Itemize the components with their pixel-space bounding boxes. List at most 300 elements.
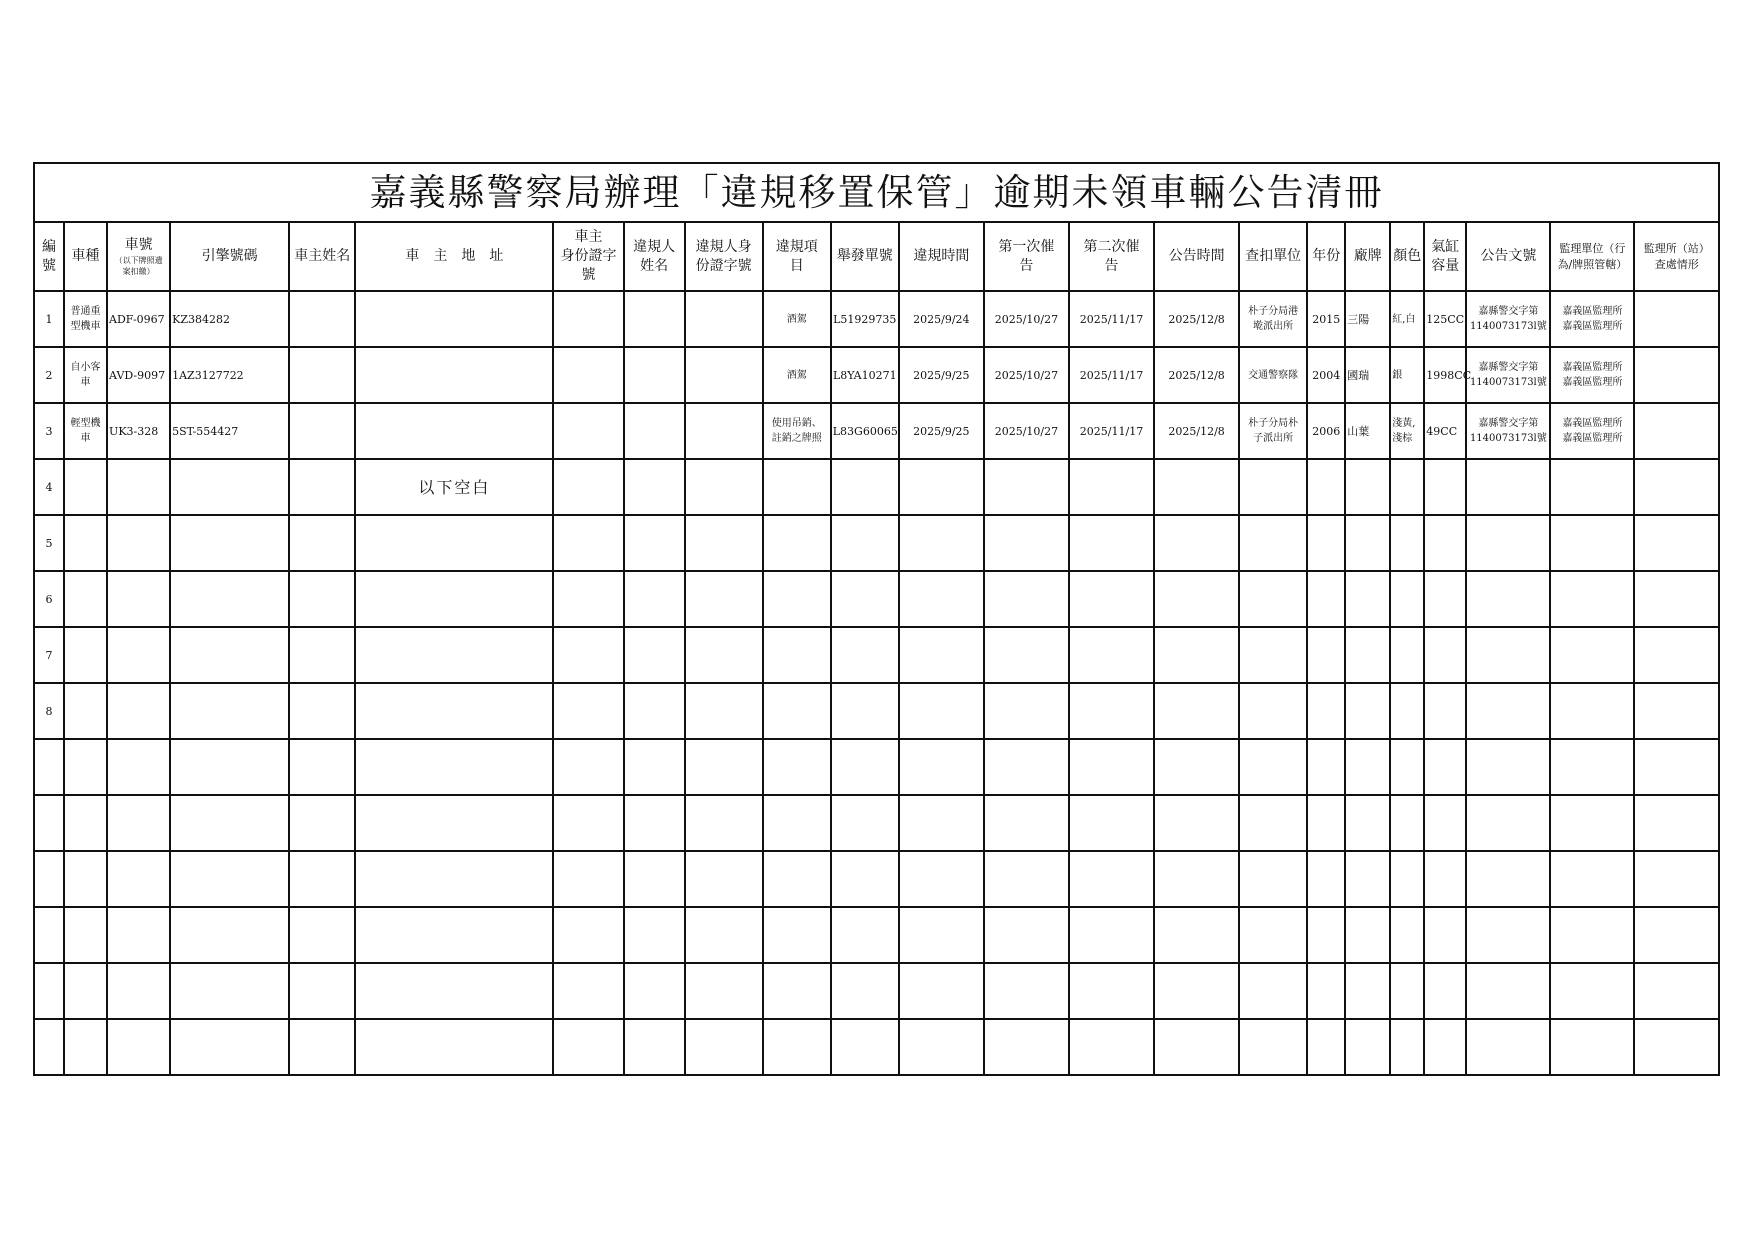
cell-violation-item [763,851,831,907]
cell-color [1390,907,1424,963]
cell-seizing-unit [1239,851,1307,907]
cell-plate [107,347,170,403]
cell-violation-item [763,515,831,571]
cell-violator-id [685,627,763,683]
cell-doc-no-text: 1140073173l號 [1469,433,1547,444]
cell-plate-text: UK3-328 [109,424,159,438]
cell-second-notice-text: 2025/11/17 [1079,368,1144,382]
cell-supervise-unit [1550,571,1634,627]
table-row-blank [34,571,1719,627]
col-violation-item [763,222,831,291]
cell-station [1634,403,1719,459]
cell-ticket-no [831,515,899,571]
cell-owner-name [289,515,355,571]
col-supervise-1: 監理單位（行 [1559,241,1626,255]
cell-violation-time [899,1019,984,1075]
cell-plate-text: AVD-9097 [109,368,166,382]
col-brand: 廠牌 [1345,222,1390,291]
cell-seizing-unit-text: 墘派出所 [1253,321,1294,332]
cell-color [1390,627,1424,683]
cell-doc-no-text: 嘉縣警交字第 [1478,418,1539,429]
cell-doc-no [1466,571,1550,627]
cell-doc-no [1466,515,1550,571]
cell-engine [170,347,289,403]
cell-violator-id [685,571,763,627]
cell-plate-text: ADF-0967 [109,312,165,326]
cell-owner-address [355,907,553,963]
cell-plate [107,515,170,571]
cell-engine [170,795,289,851]
cell-vehicle-type [64,515,107,571]
cell-cc-text: 125CC [1426,312,1465,326]
cell-owner-address [355,739,553,795]
cell-announce-time [1154,795,1239,851]
cell-violator-name [624,795,685,851]
cell-second-notice [1069,1019,1154,1075]
cell-engine [170,851,289,907]
col-cc [1424,222,1466,291]
cell-violation-item-text: 註銷之牌照 [771,433,822,444]
cell-supervise-unit-text: 嘉義區監理所 [1562,362,1623,373]
cell-year [1307,739,1345,795]
cell-plate [107,739,170,795]
cell-violation-time [899,963,984,1019]
cell-first-notice-text: 2025/10/27 [994,312,1059,326]
cell-violator-name [624,907,685,963]
cell-announce-time-text: 2025/12/8 [1168,368,1225,382]
cell-station [1634,515,1719,571]
cell-doc-no-text: 1140073173l號 [1469,377,1547,388]
cell-doc-no [1466,739,1550,795]
cell-second-notice [1069,963,1154,1019]
cell-first-notice [984,459,1069,515]
col-owner-name: 車主姓名 [289,222,355,291]
cell-no-text: 4 [45,480,53,494]
cell-owner-address [355,683,553,739]
cell-doc-no [1466,795,1550,851]
cell-owner-address [355,627,553,683]
cell-violator-id [685,459,763,515]
blank-note [355,459,553,515]
cell-vehicle-type [64,739,107,795]
cell-color-text: 淺黃, [1392,418,1416,429]
cell-color-text: 淺棕 [1392,433,1413,444]
cell-supervise-unit [1550,683,1634,739]
cell-brand-text: 國瑞 [1347,368,1370,382]
cell-cc [1424,347,1472,403]
cell-engine [170,515,289,571]
header-row [34,222,1719,291]
cell-supervise-unit [1550,739,1634,795]
cell-first-notice [984,851,1069,907]
cell-doc-no [1466,683,1550,739]
cell-owner-name [289,627,355,683]
cell-year [1307,291,1345,347]
cell-owner-name [289,291,355,347]
cell-owner-name [289,963,355,1019]
cell-violator-name [624,739,685,795]
cell-color [1390,1019,1424,1075]
cell-violation-item [763,403,831,459]
cell-color [1390,851,1424,907]
cell-cc [1424,571,1466,627]
cell-engine [170,739,289,795]
cell-second-notice [1069,571,1154,627]
cell-violator-id [685,347,763,403]
cell-year [1307,627,1345,683]
page-title: 嘉義縣警察局辦理「違規移置保管」逾期未領車輛公告清冊 [34,163,1719,222]
cell-station [1634,1019,1719,1075]
cell-cc-text: 1998CC [1426,368,1472,382]
cell-violator-name [624,347,685,403]
cell-ticket-no [831,963,899,1019]
cell-vehicle-type [64,795,107,851]
cell-owner-address [355,963,553,1019]
cell-engine [170,963,289,1019]
cell-owner-address [355,571,553,627]
cell-announce-time [1154,907,1239,963]
table-row-blank [34,627,1719,683]
cell-owner-name [289,851,355,907]
cell-year [1307,1019,1345,1075]
table-row [34,347,1719,403]
cell-supervise-unit-text: 嘉義區監理所 [1562,321,1623,332]
cell-owner-name [289,347,355,403]
cell-owner-id [553,291,623,347]
cell-supervise-unit [1550,347,1634,403]
col-violator-name-1: 違規人 [633,238,676,255]
cell-seizing-unit [1239,795,1307,851]
cell-first-notice [984,739,1069,795]
cell-second-notice [1069,459,1154,515]
cell-no [34,403,64,459]
cell-violator-id [685,515,763,571]
cell-supervise-unit [1550,851,1634,907]
col-station [1634,222,1719,291]
cell-seizing-unit [1239,403,1307,459]
cell-year [1307,963,1345,1019]
col-violator-name [624,222,685,291]
cell-no [34,347,64,403]
cell-color [1390,347,1424,403]
cell-owner-name [289,795,355,851]
cell-seizing-unit-text: 子派出所 [1253,433,1294,444]
cell-no [34,851,64,907]
cell-supervise-unit-text: 嘉義區監理所 [1562,306,1623,317]
cell-vehicle-type [64,907,107,963]
cell-brand [1345,515,1390,571]
cell-violator-name [624,515,685,571]
cell-owner-id [553,403,623,459]
col-cc-2: 容量 [1431,257,1460,274]
cell-violator-name [624,1019,685,1075]
table-row-blank [34,795,1719,851]
col-doc-no: 公告文號 [1466,222,1550,291]
cell-owner-id [553,683,623,739]
cell-owner-id [553,739,623,795]
cell-first-notice [984,963,1069,1019]
col-second-notice-2: 告 [1104,257,1119,274]
col-violation-time: 違規時間 [899,222,984,291]
cell-station [1634,795,1719,851]
col-ticket-no: 舉發單號 [831,222,899,291]
cell-cc [1424,403,1466,459]
cell-no-text: 7 [45,648,53,662]
cell-owner-id [553,571,623,627]
cell-owner-id [553,627,623,683]
table-row-blank [34,907,1719,963]
cell-no-text: 8 [45,704,53,718]
cell-owner-id [553,347,623,403]
cell-year-text: 2004 [1312,368,1341,382]
cell-cc [1424,291,1466,347]
cell-violation-item [763,627,831,683]
cell-announce-time [1154,515,1239,571]
cell-year [1307,459,1345,515]
cell-no [34,739,64,795]
cell-color [1390,459,1424,515]
table-row-blank [34,851,1719,907]
col-cc-1: 氣缸 [1431,238,1460,255]
cell-violator-id [685,739,763,795]
cell-brand [1345,1019,1390,1075]
cell-supervise-unit [1550,795,1634,851]
cell-violation-time [899,403,984,459]
cell-cc [1424,963,1466,1019]
cell-engine [170,683,289,739]
cell-owner-address [355,1019,553,1075]
cell-vehicle-type [64,403,107,459]
cell-year-text: 2015 [1312,312,1341,326]
col-first-notice-2: 告 [1019,257,1034,274]
cell-no [34,683,64,739]
cell-supervise-unit [1550,291,1634,347]
cell-doc-no [1466,907,1550,963]
cell-station [1634,347,1719,403]
cell-first-notice-text: 2025/10/27 [994,424,1059,438]
cell-owner-id [553,907,623,963]
blank-note-text: 以下空白 [418,477,491,497]
cell-first-notice [984,347,1069,403]
cell-seizing-unit [1239,683,1307,739]
col-second-notice [1069,222,1154,291]
cell-seizing-unit [1239,571,1307,627]
cell-owner-id [553,851,623,907]
cell-station [1634,907,1719,963]
cell-cc [1424,683,1466,739]
cell-violation-item [763,571,831,627]
cell-brand [1345,739,1390,795]
cell-owner-id [553,459,623,515]
cell-owner-name [289,571,355,627]
cell-brand [1345,907,1390,963]
cell-brand [1345,851,1390,907]
cell-doc-no [1466,1019,1550,1075]
cell-engine [170,571,289,627]
cell-violation-item [763,907,831,963]
cell-ticket-no [831,291,899,347]
cell-ticket-no [831,571,899,627]
cell-first-notice [984,1019,1069,1075]
cell-violation-time-text: 2025/9/25 [913,368,970,382]
cell-plate [107,963,170,1019]
cell-station [1634,627,1719,683]
cell-second-notice [1069,795,1154,851]
cell-vehicle-type [64,851,107,907]
cell-vehicle-type-text: 自小客 [70,362,101,373]
cell-no [34,291,64,347]
cell-announce-time [1154,291,1239,347]
cell-violator-id [685,1019,763,1075]
cell-violator-name [624,403,685,459]
cell-supervise-unit [1550,403,1634,459]
cell-violation-item-text: 使用吊銷、 [771,418,822,429]
cell-vehicle-type-text: 車 [80,377,91,388]
cell-violator-id [685,907,763,963]
cell-color [1390,683,1424,739]
cell-cc-text: 49CC [1426,424,1458,438]
cell-station [1634,963,1719,1019]
cell-brand-text: 山葉 [1347,424,1370,438]
cell-no-text: 1 [45,312,53,326]
cell-ticket-no [831,459,899,515]
cell-violator-id [685,963,763,1019]
table-row-blank [34,1019,1719,1075]
cell-violation-time [899,739,984,795]
cell-seizing-unit [1239,1019,1307,1075]
col-violation-item-1: 違規項 [775,238,818,255]
vehicle-table [33,162,1720,1076]
cell-seizing-unit [1239,291,1307,347]
cell-no-text: 6 [45,592,53,606]
col-engine: 引擎號碼 [170,222,289,291]
cell-violator-name [624,627,685,683]
cell-owner-name [289,459,355,515]
cell-year [1307,795,1345,851]
cell-doc-no [1466,347,1550,403]
cell-brand [1345,627,1390,683]
cell-ticket-no [831,907,899,963]
cell-second-notice [1069,851,1154,907]
cell-ticket-no [831,1019,899,1075]
cell-ticket-no [831,683,899,739]
col-plate [107,222,170,291]
col-station-2: 查處情形 [1654,257,1699,271]
cell-first-notice [984,403,1069,459]
cell-violator-id [685,291,763,347]
cell-year-text: 2006 [1312,424,1341,438]
cell-ticket-no [831,347,899,403]
col-first-notice-1: 第一次催 [998,238,1055,255]
cell-engine-text: 1AZ3127722 [172,368,244,382]
cell-station [1634,459,1719,515]
cell-announce-time-text: 2025/12/8 [1168,424,1225,438]
cell-year [1307,515,1345,571]
cell-vehicle-type [64,963,107,1019]
cell-supervise-unit [1550,459,1634,515]
cell-vehicle-type [64,459,107,515]
cell-violator-name [624,459,685,515]
cell-supervise-unit-text: 嘉義區監理所 [1562,433,1623,444]
cell-engine-text: 5ST-554427 [172,424,239,438]
cell-seizing-unit [1239,627,1307,683]
cell-supervise-unit [1550,907,1634,963]
cell-violation-time-text: 2025/9/25 [913,424,970,438]
cell-owner-name [289,907,355,963]
cell-vehicle-type-text: 輕型機 [70,418,101,429]
cell-color [1390,403,1424,459]
col-violator-id-2: 份證字號 [695,257,752,274]
cell-owner-name [289,403,355,459]
cell-violation-time [899,795,984,851]
cell-owner-name [289,683,355,739]
cell-no-text: 2 [45,368,53,382]
cell-violation-item [763,347,831,403]
cell-owner-address [355,515,553,571]
col-year: 年份 [1307,222,1345,291]
cell-doc-no [1466,291,1550,347]
cell-first-notice [984,571,1069,627]
cell-violation-item-text: 酒駕 [786,313,807,325]
cell-color [1390,795,1424,851]
cell-vehicle-type [64,347,107,403]
cell-cc [1424,1019,1466,1075]
cell-violation-item [763,795,831,851]
cell-violation-time [899,291,984,347]
cell-violation-time-text: 2025/9/24 [913,312,970,326]
cell-no [34,571,64,627]
cell-announce-time [1154,571,1239,627]
table-row [34,403,1719,459]
cell-announce-time [1154,403,1239,459]
cell-first-notice [984,795,1069,851]
cell-violation-time [899,515,984,571]
cell-vehicle-type-text: 型機車 [70,321,101,332]
cell-violation-item [763,963,831,1019]
cell-violator-id [685,851,763,907]
col-owner-address: 車 主 地 址 [355,222,553,291]
cell-violation-item [763,1019,831,1075]
cell-supervise-unit-text: 嘉義區監理所 [1562,418,1623,429]
cell-engine [170,907,289,963]
cell-year [1307,683,1345,739]
cell-violation-time [899,571,984,627]
cell-announce-time-text: 2025/12/8 [1168,312,1225,326]
col-supervise-unit [1550,222,1634,291]
cell-first-notice [984,291,1069,347]
cell-seizing-unit [1239,459,1307,515]
cell-plate [107,1019,170,1075]
cell-station [1634,291,1719,347]
cell-plate [107,459,170,515]
cell-owner-address [355,347,553,403]
cell-seizing-unit-text: 朴子分局港 [1248,306,1299,317]
cell-engine [170,1019,289,1075]
cell-first-notice [984,683,1069,739]
col-supervise-2: 為/牌照管轄） [1557,257,1628,271]
cell-second-notice [1069,907,1154,963]
cell-owner-name [289,739,355,795]
cell-engine [170,291,289,347]
cell-plate [107,683,170,739]
cell-seizing-unit [1239,739,1307,795]
col-no: 編號 [34,222,64,291]
cell-vehicle-type [64,571,107,627]
cell-ticket-no-text: L83G60065 [832,424,898,438]
cell-announce-time [1154,683,1239,739]
cell-cc [1424,515,1466,571]
announcement-sheet [33,162,1720,1076]
